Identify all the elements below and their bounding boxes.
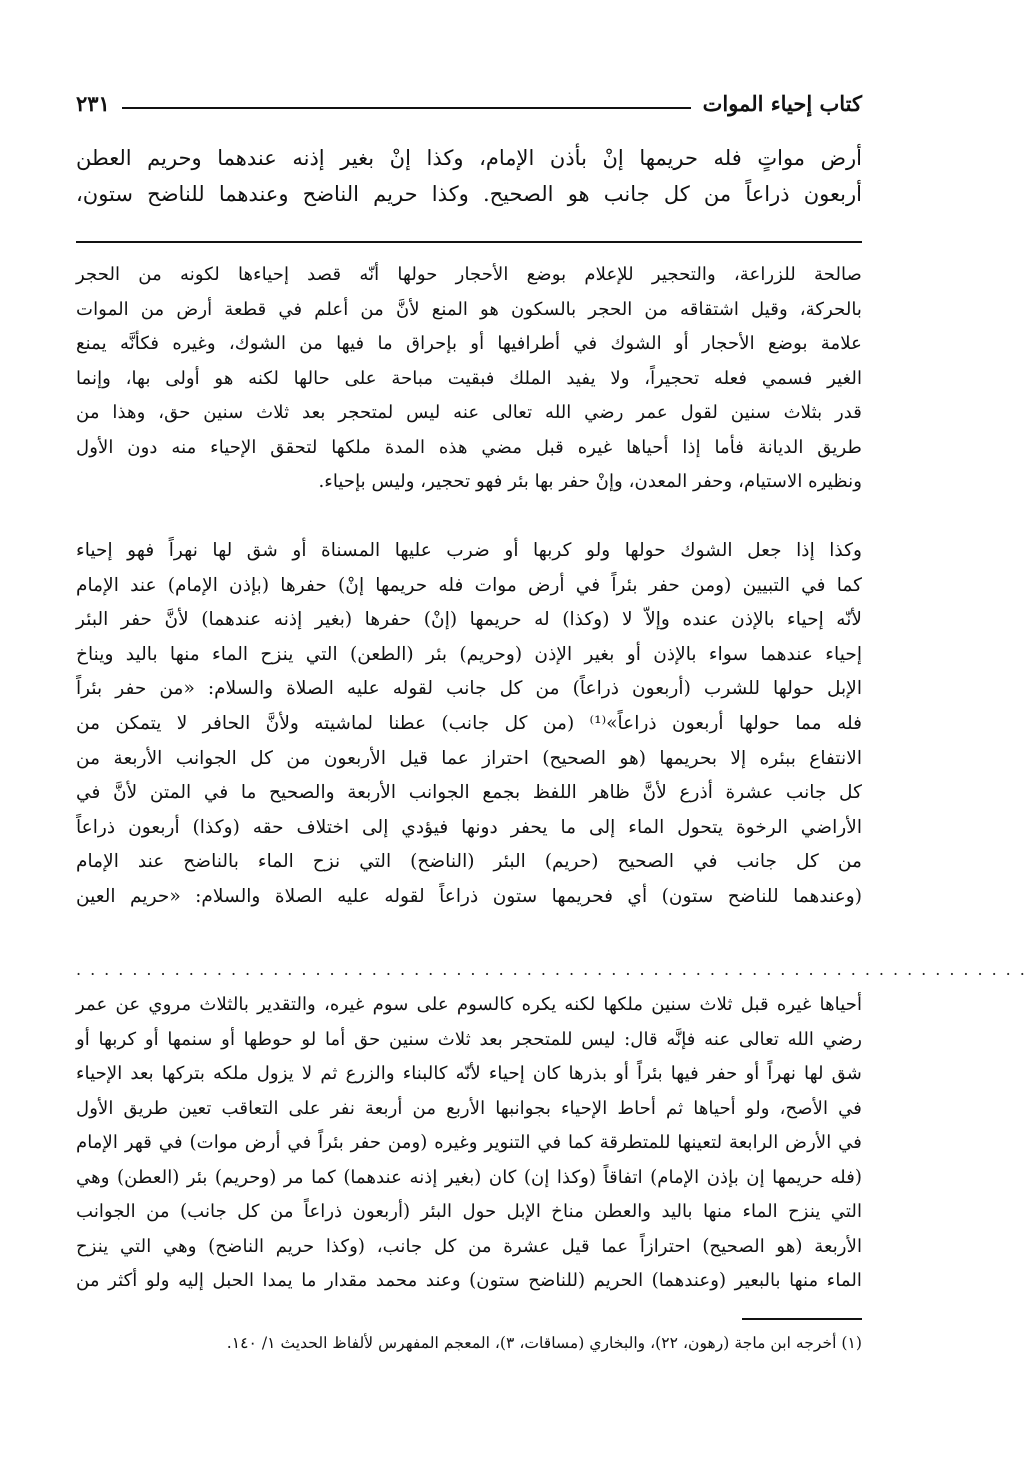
footnote-rule xyxy=(742,1318,862,1320)
chapter-title: كتاب إحياء الموات xyxy=(702,91,862,116)
commentary-line: لأنّه إحياء بالإذن عنده وإلاّ لا (وكذا) له حريمها (إنْ) حفرها (بغير إذنه عندهما) لأنَّ حفر البئر xyxy=(76,609,862,631)
commentary-line: إحياء عندهما سواء بالإذن أو بغير الإذن (وحريم) بئر (الطعن) التي ينزح الماء منها باليد ويناخ xyxy=(76,643,862,665)
page-number: ٢٣١ xyxy=(76,91,110,116)
commentary-line: علامة بوضع الأحجار أو الشوك في أطرافيها أو بإحراق ما فيها من الشوك، وغيره فكأنَّه يمنع xyxy=(76,333,862,354)
footnote-block xyxy=(76,1330,862,1356)
commentary-line: الماء منها بالبعير (وعندهما) الحريم (للناضح ستون) وعند محمد مقدار ما يمدا الحبل إليه ولو أكثر من xyxy=(76,1270,862,1291)
commentary-line: وكذا إذا جعل الشوك حولها ولو كربها أو ضرب عليها المسناة أو شق لها نهراً فهو إحياء xyxy=(76,540,862,561)
commentary-block-1 xyxy=(76,258,862,500)
running-header xyxy=(76,82,862,116)
commentary-block-2 xyxy=(76,534,862,915)
commentary-line: (فله حريمها إن بإذن الإمام) اتفاقاً (وكذا إن) كان (بغير إذنه عندهما) كما مر (وحريم) بئر (العطن) وهي xyxy=(76,1166,862,1188)
dotted-separator: .................................................................... xyxy=(76,960,1034,979)
commentary-line: الانتفاع ببئره إلا بحريمها (هو الصحيح) احتراز عما قيل الأربعون من كل الجوانب الأربعة من xyxy=(76,747,862,769)
commentary-line: شق لها نهراً أو حفر فيها بئراً أو بذرها كان إحياء لأنّه كالبناء والزرع ثم لا يزول ملكه بتركها بعد الإحياء xyxy=(76,1063,862,1084)
commentary-line: طريق الديانة فأما إذا أحياها غيره قبل مضي هذه المدة ملكها لتحقق الإحياء منه دون الأول xyxy=(76,436,862,458)
header-rule xyxy=(122,107,691,109)
commentary-line: بالحركة، وقيل اشتقاقه من الحجر بالسكون هو المنع لأنَّ من أعلم في قطعة أرض من الموات xyxy=(76,298,862,320)
commentary-line: صالحة للزراعة، والتحجير للإعلام بوضع الأحجار حولها أنّه قصد إحياءها لكونه من الحجر xyxy=(76,264,862,285)
commentary-line: قدر بثلاث سنين لقول عمر رضي الله تعالى عنه ليس لمتحجر بعد ثلاث سنين حق، وهذا من xyxy=(76,402,862,423)
commentary-line: (وعندهما للناضح ستون) أي فحريمها ستون ذراعاً لقوله عليه الصلاة والسلام: «حريم العين xyxy=(76,885,862,907)
commentary-line: من كل جانب في الصحيح (حريم) البئر (الناضح) التي نزح الماء بالناضح عند الإمام xyxy=(76,851,862,873)
commentary-line: أحياها غيره قبل ثلاث سنين ملكها لكنه يكره كالسوم على سوم غيره، والتقدير بالثلاث مروي عن عمر xyxy=(76,994,862,1015)
footnote-line: (١) أخرجه ابن ماجة (رهون، ٢٢)، والبخاري (مساقات، ٣)، المعجم المفهرس لألفاظ الحديث ١/ ١٤٠. xyxy=(226,1334,862,1352)
main-line: أربعون ذراعاً من كل جانب هو الصحيح. وكذا حريم الناضح وعندهما للناضح ستون، xyxy=(76,182,862,206)
commentary-line: الإبل حولها للشرب (أربعون ذراعاً) من كل جانب لقوله عليه الصلاة والسلام: «من حفر بئراً xyxy=(76,678,862,700)
commentary-line: فله مما حولها أربعون ذراعاً»⁽¹⁾ (من كل جانب) عطنا لماشيته ولأنَّ الحافر لا يتمكن من xyxy=(76,712,862,734)
commentary-block-3 xyxy=(76,988,862,1299)
commentary-line: التي ينزح الماء منها باليد والعطن مناخ الإبل حول البئر (أربعون ذراعاً من كل جانب) من الجوانب xyxy=(76,1201,862,1222)
commentary-line: رضي الله تعالى عنه فإنَّه قال: ليس للمتحجر بعد ثلاث سنين حق أما لو حوطها أو سنمها أو كربها أو xyxy=(76,1028,862,1050)
commentary-line: ونظيره الاستيام، وحفر المعدن، وإنْ حفر بها بئر فهو تحجير، وليس بإحياء. xyxy=(318,471,862,492)
commentary-line: الأراضي الرخوة يتحول الماء إلى ما يحفر دونها فيؤدي إلى اختلاف حقه (وكذا) أربعون ذراعاً xyxy=(76,816,862,838)
commentary-line: الغير فسمي فعله تحجيراً، ولا يفيد الملك فبقيت مباحة على حالها لكنه هو أولى بها، وإنما xyxy=(76,367,862,389)
main-line: أرض مواتٍ فله حريمها إنْ بأذن الإمام، وكذا إنْ بغير إذنه عندهما وحريم العطن xyxy=(76,146,862,170)
main-text-separator xyxy=(76,241,862,243)
main-text xyxy=(76,140,862,212)
commentary-line: كل جانب عشرة أذرع لأنَّ ظاهر اللفظ بجمع الجوانب الأربعة والصحيح ما في المتن لأنَّ في xyxy=(76,782,862,804)
commentary-line: في الأرض الرابعة لتعينها للمتطرقة كما في التنوير وغيره (ومن حفر بئراً في أرض موات) في قهر الإمام xyxy=(76,1132,862,1153)
commentary-line: في الأصح، ولو أحياها ثم أحاط الإحياء بجوانبها الأربع من أربعة نفر على التعاقب تعين طريق الأول xyxy=(76,1097,862,1119)
commentary-line: كما في التبيين (ومن حفر بئراً في أرض موات فله حريمها إنْ) حفرها (بإذن الإمام) عند الإمام xyxy=(76,574,862,596)
commentary-line: الأربعة (هو الصحيح) احترازاً عما قيل عشرة من كل جانب، (وكذا حريم الناضح) وهي التي ينزح xyxy=(76,1235,862,1257)
